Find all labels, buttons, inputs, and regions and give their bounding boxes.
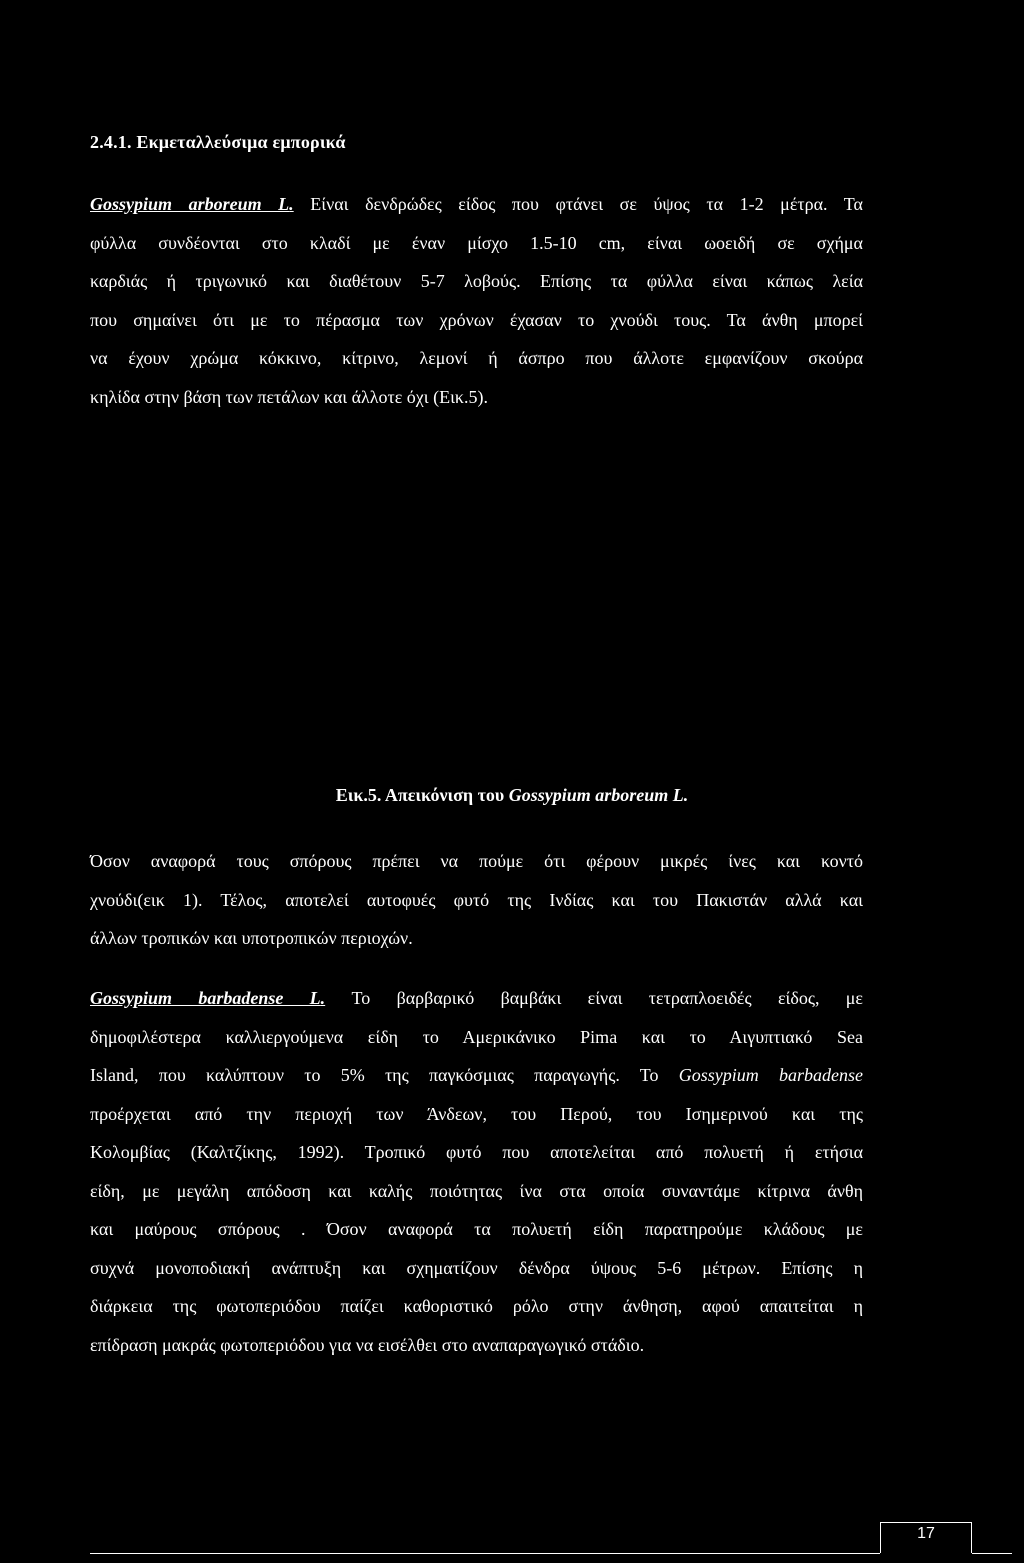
paragraph-line: επίδραση μακράς φωτοπεριόδου για να εισέλθει στο αναπαραγωγικό στάδιο. xyxy=(90,1334,645,1355)
paragraph-line: καρδιάς ή τριγωνικό και διαθέτουν 5-7 λοβούς. Επίσης τα φύλλα είναι κάπως λεία xyxy=(90,271,863,291)
paragraph-line: κηλίδα στην βάση των πετάλων και άλλοτε όχι (Εικ.5). xyxy=(90,386,488,407)
paragraph-line: διάρκεια της φωτοπεριόδου παίζει καθοριστικό ρόλο στην άνθηση, αφού απαιτείται η xyxy=(90,1296,863,1316)
seeds-paragraph xyxy=(90,842,863,958)
paragraph-line: και μαύρους σπόρους . Όσον αναφορά τα πολυετή είδη παρατηρούμε κλάδους με xyxy=(90,1219,863,1239)
species-name-text: Gossypium barbadense L xyxy=(90,988,321,1008)
figure-image-area xyxy=(90,440,863,770)
species-name xyxy=(90,988,325,1008)
paragraph-line: που σημαίνει ότι με το πέρασμα των χρόνων έχασαν το χνούδι τους. Τα άνθη μπορεί xyxy=(90,309,863,330)
paragraph-line: Όσον αναφορά τους σπόρους πρέπει να πούμε ότι φέρουν μικρές ίνες και κοντό xyxy=(90,851,863,871)
caption-prefix: Εικ.5. Απεικόνιση του xyxy=(335,785,509,805)
paragraph-line: άλλων τροπικών και υποτροπικών περιοχών. xyxy=(90,928,413,948)
paragraph-line: Κολομβίας (Καλτζίκης, 1992). Τροπικό φυτό που αποτελείται από πολυετή ή ετήσια xyxy=(90,1142,863,1162)
species-name-dot: . xyxy=(320,988,326,1008)
arboreum-paragraph xyxy=(90,185,863,416)
paragraph-line: δημοφιλέστερα καλλιεργούμενα είδη το Αμερικάνικο Pima και το Αιγυπτιακό Sea xyxy=(90,1026,863,1047)
section-heading: 2.4.1. Εκμεταλλεύσιμα εμπορικά xyxy=(90,132,346,152)
paragraph-text: Είναι δενδρώδες είδος που φτάνει σε ύψος τα 1-2 μέτρα. Τα xyxy=(293,194,863,214)
figure-caption xyxy=(0,785,1024,806)
paragraph-line: συχνά μονοποδιακή ανάπτυξη και σχηματίζουν δένδρα ύψους 5-6 μέτρων. Επίσης η xyxy=(90,1257,863,1278)
paragraph-line: χνούδι(εικ 1). Τέλος, αποτελεί αυτοφυές φυτό της Ινδίας και του Πακιστάν αλλά και xyxy=(90,889,863,910)
paragraph-line xyxy=(90,1056,863,1095)
species-name xyxy=(90,194,294,214)
paragraph-line: φύλλα συνδέονται στο κλαδί με έναν μίσχο 1.5-10 cm, είναι ωοειδή σε σχήμα xyxy=(90,232,863,253)
paragraph-text: Island, που καλύπτουν το 5% της παγκόσμιας παραγωγής. Το xyxy=(90,1065,679,1085)
paragraph-line: να έχουν χρώμα κόκκινο, κίτρινο, λεμονί ή άσπρο που άλλοτε εμφανίζουν σκούρα xyxy=(90,348,863,368)
paragraph-line: προέρχεται από την περιοχή των Άνδεων, του Περού, του Ισημερινού και της xyxy=(90,1103,863,1124)
paragraph-line: είδη, με μεγάλη απόδοση και καλής ποιότητας ίνα στα οποία συναντάμε κίτρινα άνθη xyxy=(90,1180,863,1201)
page-number: 17 xyxy=(917,1525,935,1542)
paragraph-line xyxy=(90,185,863,224)
species-name-dot: . xyxy=(289,194,294,214)
paragraph-text: Το βαρβαρικό βαμβάκι είναι τετραπλοειδές είδος, με xyxy=(325,988,863,1008)
footer-rule-left xyxy=(90,1553,880,1554)
species-inline: Gossypium barbadense xyxy=(678,1065,863,1085)
footer-rule-right xyxy=(972,1553,1012,1554)
paragraph-line xyxy=(90,979,863,1018)
barbadense-paragraph xyxy=(90,979,863,1364)
species-name-text: Gossypium arboreum L xyxy=(90,194,290,214)
caption-species: Gossypium arboreum L. xyxy=(508,785,689,805)
